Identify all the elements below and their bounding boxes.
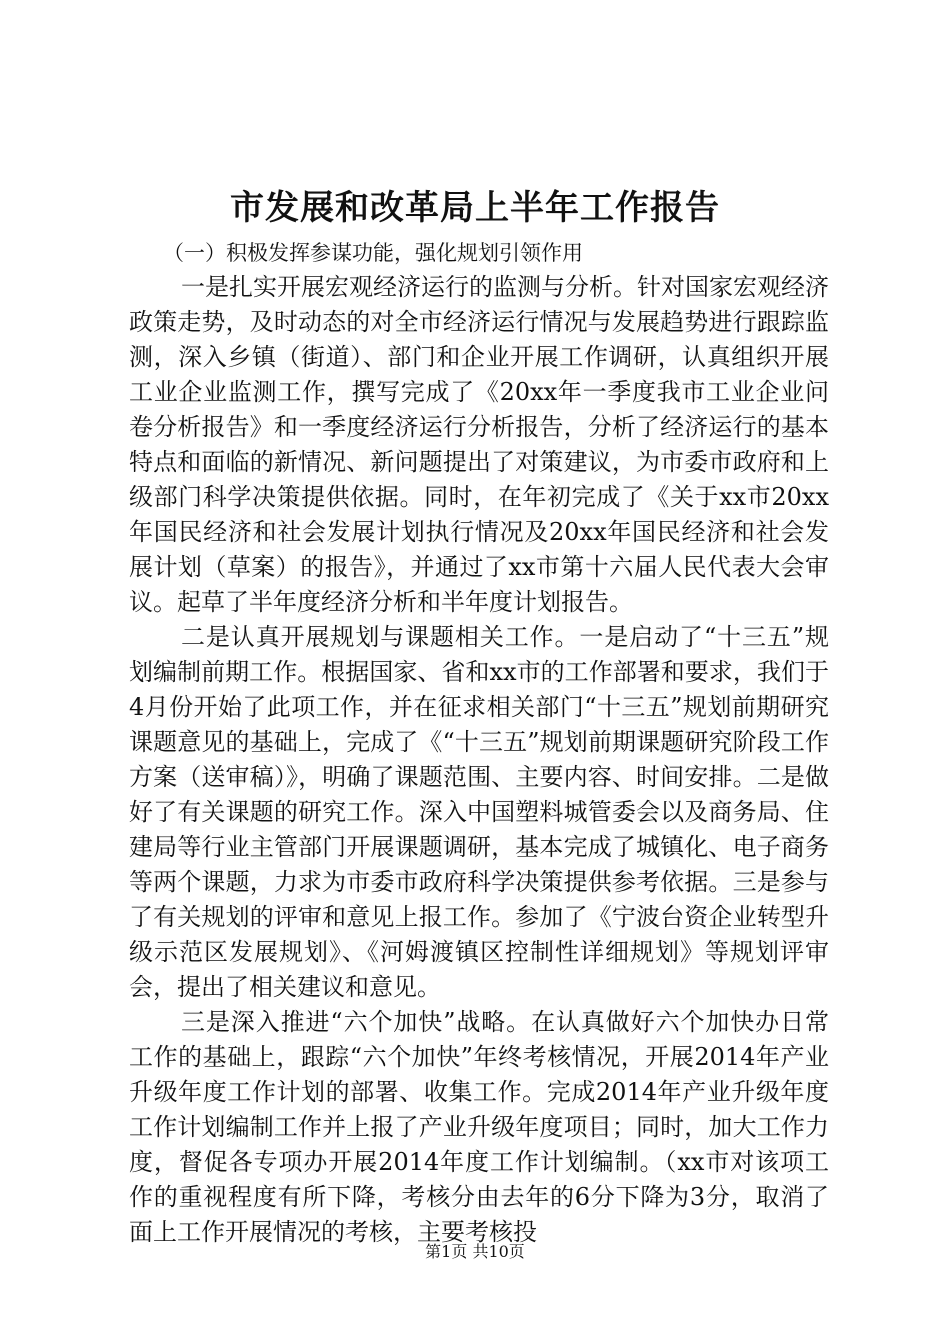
paragraph-2: 二是认真开展规划与课题相关工作。一是启动了“十三五”规划编制前期工作。根据国家、省和xx市的工作部署和要求，我们于4月份开始了此项工作，并在征求相关部门“十三五”规划前期研究课题意见的基础上，完成了《“十三五”规划前期课题研究阶段工作方案（送审稿）》，明确了课题范围、主要内容、时间安排。二是做好了有关课题的研究工作。深入中国塑料城管委会以及商务局、住建局等行业主管部门开展课题调研，基本完成了城镇化、电子商务等两个课题，力求为市委市政府科学决策提供参考依据。三是参与了有关规划的评审和意见上报工作。参加了《宁波台资企业转型升级示范区发展规划》、《河姆渡镇区控制性详细规划》等规划评审会，提出了相关建议和意见。 xyxy=(129,623,829,1001)
document-title: 市发展和改革局上半年工作报告 xyxy=(230,188,720,228)
section-heading: （一）积极发挥参谋功能，强化规划引领作用 xyxy=(163,241,583,265)
document-body xyxy=(129,236,829,1250)
paragraph-3: 三是深入推进“六个加快”战略。在认真做好六个加快办日常工作的基础上，跟踪“六个加快”年终考核情况，开展2014年产业升级年度工作计划的部署、收集工作。完成2014年产业升级年度工作计划编制工作并上报了产业升级年度项目；同时，加大工作力度，督促各专项办开展2014年度工作计划编制。（xx市对该项工作的重视程度有所下降，考核分由去年的6分下降为3分，取消了面上工作开展情况的考核，主要考核投 xyxy=(129,1008,829,1246)
page-footer: 第1页 共10页 xyxy=(425,1242,525,1261)
paragraph-1: 一是扎实开展宏观经济运行的监测与分析。针对国家宏观经济政策走势，及时动态的对全市经济运行情况与发展趋势进行跟踪监测，深入乡镇（街道）、部门和企业开展工作调研，认真组织开展工业企业监测工作，撰写完成了《20xx年一季度我市工业企业问卷分析报告》和一季度经济运行分析报告，分析了经济运行的基本特点和面临的新情况、新问题提出了对策建议，为市委市政府和上级部门科学决策提供依据。同时，在年初完成了《关于xx市20xx年国民经济和社会发展计划执行情况及20xx年国民经济和社会发展计划（草案）的报告》，并通过了xx市第十六届人民代表大会审议。起草了半年度经济分析和半年度计划报告。 xyxy=(129,273,829,616)
